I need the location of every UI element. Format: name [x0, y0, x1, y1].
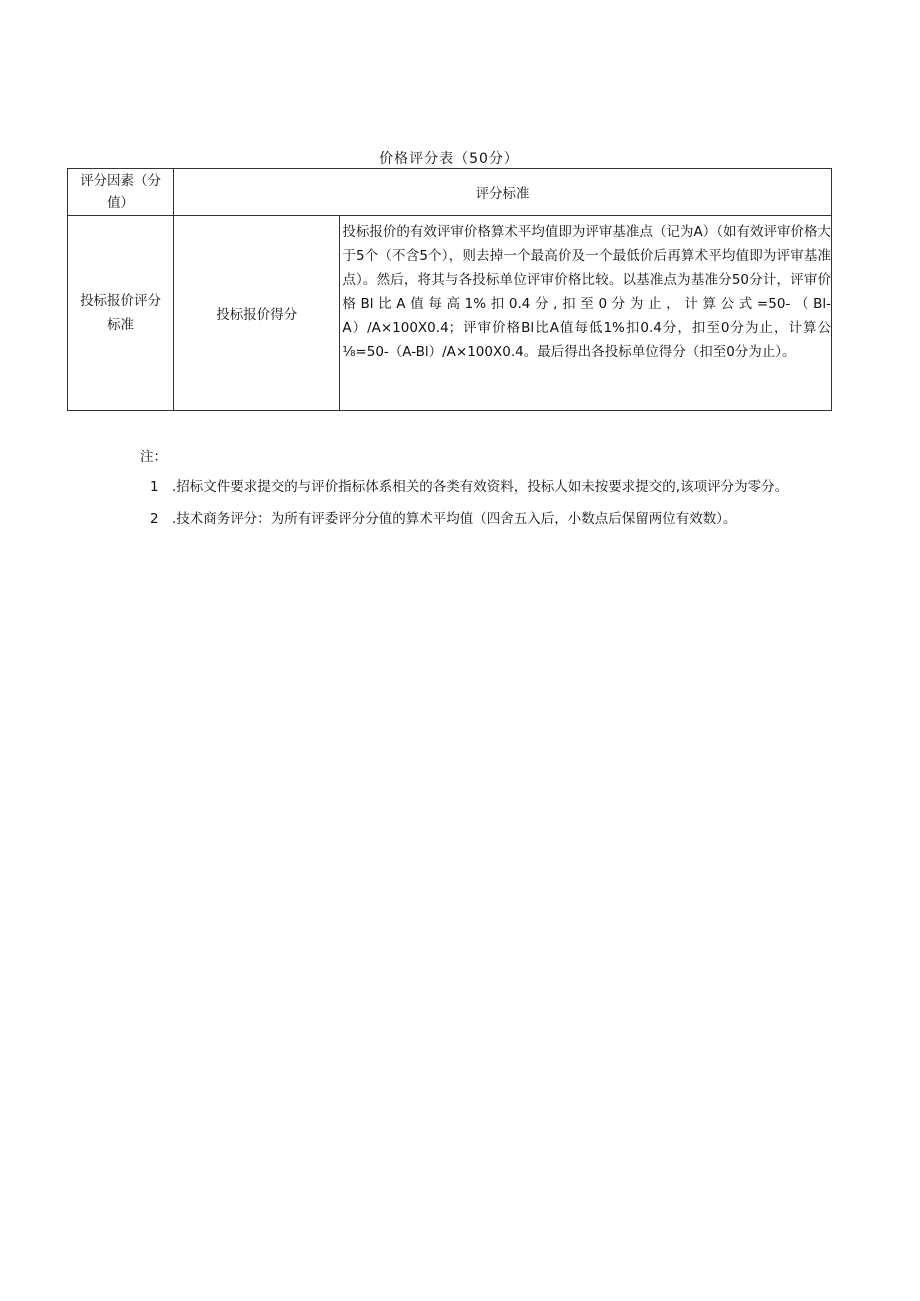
- header-scoring-standard: 评分标准: [174, 169, 832, 216]
- note-item: [150, 509, 900, 529]
- note-number: 2: [150, 511, 159, 527]
- note-text: .招标文件要求提交的与评价指标体系相关的各类有效资料，投标人如未按要求提交的,该项评分为零分。: [172, 479, 789, 495]
- notes-section: [140, 445, 900, 541]
- cell-scoring-factor: 投标报价评分标准: [68, 216, 174, 411]
- note-text: .技术商务评分：为所有评委评分分值的算术平均值（四舍五入后，小数点后保留两位有效数）。: [172, 511, 737, 527]
- note-number: 1: [150, 479, 159, 495]
- cell-scoring-standard: 投标报价的有效评审价格算术平均值即为评审基准点（记为A）（如有效评审价格大于5个（不含5个），则去掉一个最高价及一个最低价后再算术平均值即为评审基准点）。然后，将其与各投标单位评审价格比较。以基准点为基准分50分计，评审价格Bl比A值每高1%扣0.4分,扣至0分为止，计算公式=50-（Bl-A）/A×100X0.4；评审价格Bl比A值每低1%扣0.4分，扣至0分为止，计算公⅛=50-（A-Bl）/A×100X0.4。最后得出各投标单位得分（扣至0分为止）。: [340, 216, 832, 411]
- cell-score-item: 投标报价得分: [174, 216, 340, 411]
- notes-label: 注：: [140, 449, 167, 465]
- note-item: [150, 477, 900, 497]
- price-scoring-table: [67, 168, 832, 411]
- table-header-row: [68, 169, 832, 216]
- table-row: [68, 216, 832, 411]
- header-scoring-factor: 评分因素（分值）: [68, 169, 174, 216]
- table-title: 价格评分表（50分）: [379, 151, 519, 167]
